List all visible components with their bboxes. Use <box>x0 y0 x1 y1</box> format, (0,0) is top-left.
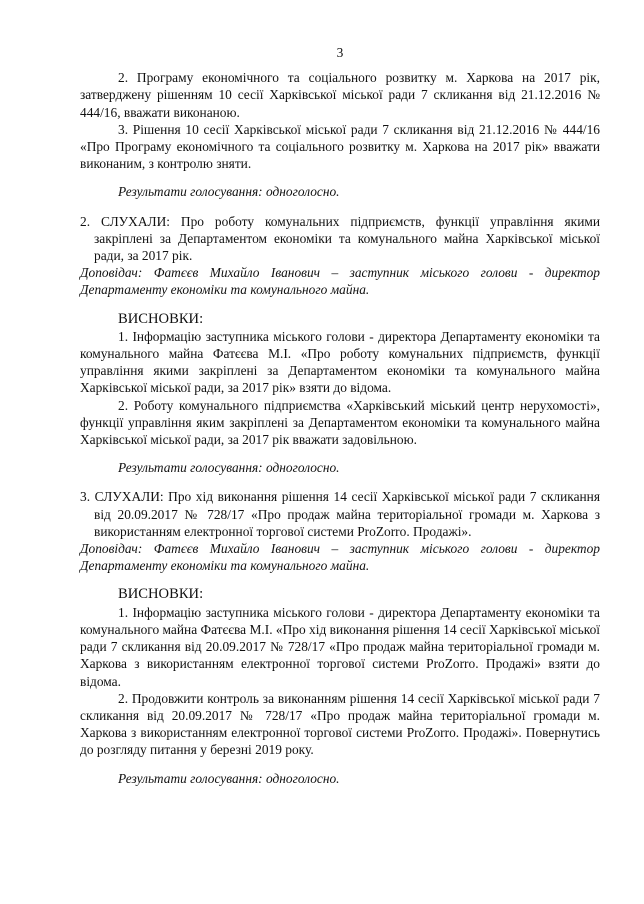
voting-results-2: Результати голосування: одноголосно. <box>118 460 340 476</box>
item-3-conclusions-title: ВИСНОВКИ: <box>118 586 204 603</box>
paragraph-decision-executed: 3. Рішення 10 сесії Харківської міської ради 7 скликання від 21.12.2016 № 444/16 «Про Програму економічного та соціального розвитку м. Харкова на 2017 рік» вважати виконаним, з контролю зняти. <box>80 121 600 172</box>
item-3-heading: 3. СЛУХАЛИ: Про хід виконання рішення 14 сесії Харківської міської ради 7 скликання від 20.09.2017 № 728/17 «Про продаж майна територіальної громади м. Харкова з використанням електронної торгової системи ProZorro. Продажі». <box>80 489 600 539</box>
paragraph-program-2017: 2. Програму економічного та соціального розвитку м. Харкова на 2017 рік, затверджену рішенням 10 сесії Харківської міської ради 7 скликання від 21.12.2016 № 444/16, вважати виконаною. <box>80 70 600 120</box>
item-2-conclusion-1: 1. Інформацію заступника міського голови - директора Департаменту економіки та комунального майна Фатєєва М.І. «Про роботу комунальних підприємств, функції управління якими закріплені за Департаментом економіки та комунального майна Харківської міської ради, за 2017 рік» взяти до відома. <box>80 328 600 396</box>
item-2-conclusion-2: 2. Роботу комунального підприємства «Харківський міський центр нерухомості», функції управління яким закріплені за Департаментом економіки та комунального майна Харківської міської ради, за 2017 рік вважати задовільною. <box>80 397 600 448</box>
item-2-speaker: Доповідач: Фатєєв Михайло Іванович – заступник міського голови - директор Департаменту економіки та комунального майна. <box>80 265 600 298</box>
item-3-speaker: Доповідач: Фатєєв Михайло Іванович – заступник міського голови - директор Департаменту економіки та комунального майна. <box>80 541 600 574</box>
item-2-heading: 2. СЛУХАЛИ: Про роботу комунальних підприємств, функції управління якими закріплені за Департаментом економіки та комунального майна Харківської міської ради, за 2017 рік. <box>80 213 600 264</box>
item-3-conclusion-2: 2. Продовжити контроль за виконанням рішення 14 сесії Харківської міської ради 7 скликання від 20.09.2017 № 728/17 «Про продаж майна територіальної громади м. Харкова з використанням електронної торгової системи ProZorro. Продажі». Повернутись до розгляду питання у березні 2019 року. <box>80 690 600 758</box>
item-3-conclusion-1: 1. Інформацію заступника міського голови - директора Департаменту економіки та комунального майна Фатєєва М.І. «Про хід виконання рішення 14 сесії Харківської міської ради 7 скликання від 20.09.2017 № 728/17 «Про продаж майна територіальної громади м. Харкова з використанням електронної торгової системи ProZorro. Продажі» взяти до відома. <box>80 604 600 689</box>
page-number: 3 <box>336 45 344 60</box>
voting-results-3: Результати голосування: одноголосно. <box>118 770 340 786</box>
voting-results-1: Результати голосування: одноголосно. <box>118 184 340 200</box>
item-2-conclusions-title: ВИСНОВКИ: <box>118 310 204 327</box>
